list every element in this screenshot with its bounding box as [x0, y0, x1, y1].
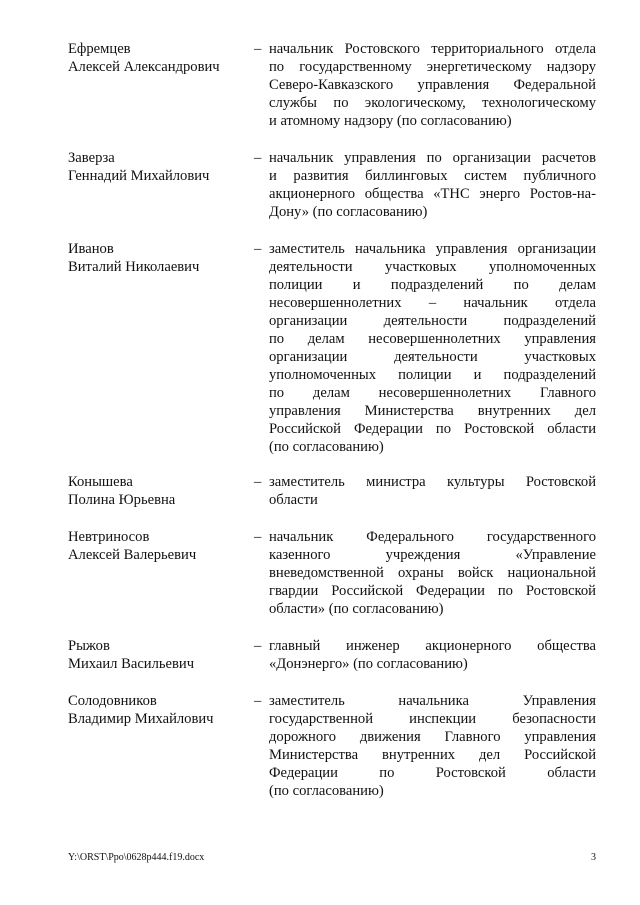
position-line: Федерации по Ростовской области — [269, 765, 596, 781]
position-line: полиции и подразделений по делам — [269, 277, 596, 293]
member-surname: Невтриносов — [68, 529, 150, 545]
member-name — [68, 637, 248, 673]
member-position — [269, 240, 596, 456]
member-name — [68, 40, 248, 76]
separator-dash: – — [254, 693, 262, 709]
member-name — [68, 528, 248, 564]
position-line: Российской Федерации по Ростовской области — [269, 421, 596, 437]
position-line: области — [269, 492, 318, 508]
position-line: (по согласованию) — [269, 439, 384, 455]
position-line: государственной инспекции безопасности — [269, 711, 596, 727]
position-line: уполномоченных полиции и подразделений — [269, 367, 596, 383]
position-line: Министерства внутренних дел Российской — [269, 747, 596, 763]
member-given-names: Полина Юрьевна — [68, 492, 176, 508]
separator-dash: – — [254, 474, 262, 490]
position-line: Северо-Кавказского управления Федеральной — [269, 77, 596, 93]
position-line: гвардии Российской Федерации по Ростовской — [269, 583, 596, 599]
member-surname: Иванов — [68, 241, 114, 257]
position-line: главный инженер акционерного общества — [269, 638, 596, 654]
position-line: заместитель министра культуры Ростовской — [269, 474, 596, 490]
member-given-names: Геннадий Михайлович — [68, 168, 210, 184]
member-position — [269, 149, 596, 221]
position-line: акционерного общества «ТНС энерго Ростов-на- — [269, 186, 596, 202]
member-position — [269, 473, 596, 509]
member-name — [68, 240, 248, 276]
position-line: и развития биллинговых систем публичного — [269, 168, 596, 184]
member-name — [68, 473, 248, 509]
position-line: по государственному энергетическому надзору — [269, 59, 596, 75]
position-line: службы по экологическому, технологическому — [269, 95, 596, 111]
footer-file-path: Y:\ORST\Ppo\0628p444.f19.docx — [68, 852, 205, 863]
position-line: организации деятельности участковых — [269, 349, 596, 365]
separator-dash: – — [254, 241, 262, 257]
member-surname: Рыжов — [68, 638, 110, 654]
member-given-names: Алексей Александрович — [68, 59, 220, 75]
member-surname: Ефремцев — [68, 41, 131, 57]
member-given-names: Владимир Михайлович — [68, 711, 214, 727]
position-line: вневедомственной охраны войск национальной — [269, 565, 596, 581]
member-position — [269, 528, 596, 618]
position-line: и атомному надзору (по согласованию) — [269, 113, 512, 129]
member-given-names: Михаил Васильевич — [68, 656, 195, 672]
position-line: по делам несовершеннолетних управления — [269, 331, 596, 347]
position-line: по делам несовершеннолетних Главного — [269, 385, 596, 401]
member-position — [269, 637, 596, 673]
position-line: несовершеннолетних – начальник отдела — [269, 295, 596, 311]
member-surname: Заверза — [68, 150, 115, 166]
position-line: деятельности участковых уполномоченных — [269, 259, 596, 275]
position-line: дорожного движения Главного управления — [269, 729, 596, 745]
member-position — [269, 692, 596, 800]
position-line: казенного учреждения «Управление — [269, 547, 596, 563]
member-given-names: Виталий Николаевич — [68, 259, 200, 275]
separator-dash: – — [254, 150, 262, 166]
member-given-names: Алексей Валерьевич — [68, 547, 197, 563]
member-name — [68, 149, 248, 185]
member-surname: Конышева — [68, 474, 133, 490]
position-line: начальник Федерального государственного — [269, 529, 596, 545]
position-line: управления Министерства внутренних дел — [269, 403, 596, 419]
separator-dash: – — [254, 529, 262, 545]
position-line: Дону» (по согласованию) — [269, 204, 428, 220]
position-line: заместитель начальника Управления — [269, 693, 596, 709]
position-line: организации деятельности подразделений — [269, 313, 596, 329]
separator-dash: – — [254, 41, 262, 57]
position-line: (по согласованию) — [269, 783, 384, 799]
separator-dash: – — [254, 638, 262, 654]
page-number: 3 — [591, 852, 596, 863]
position-line: области» (по согласованию) — [269, 601, 444, 617]
position-line: заместитель начальника управления организации — [269, 241, 596, 257]
member-surname: Солодовников — [68, 693, 157, 709]
position-line: начальник управления по организации расчетов — [269, 150, 596, 166]
member-position — [269, 40, 596, 130]
member-name — [68, 692, 248, 728]
position-line: начальник Ростовского территориального отдела — [269, 41, 596, 57]
position-line: «Донэнерго» (по согласованию) — [269, 656, 468, 672]
